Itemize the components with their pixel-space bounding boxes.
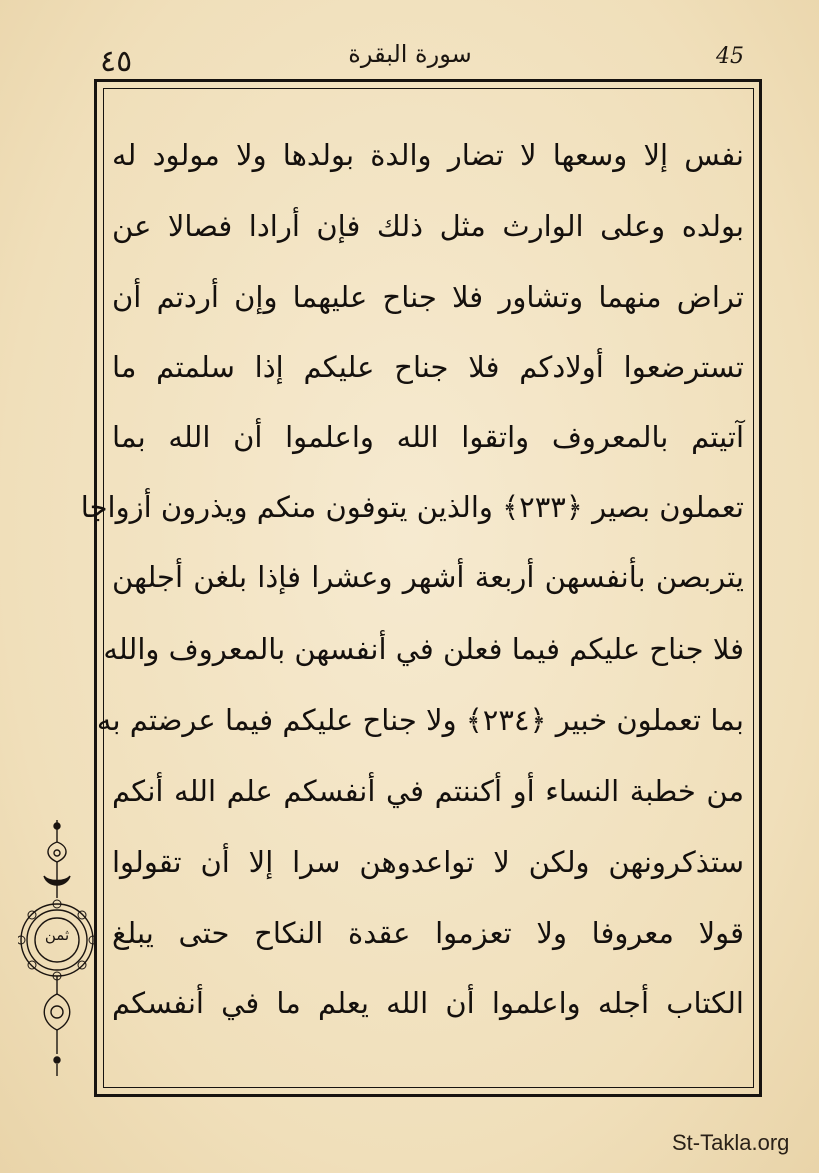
verse-line: يتربصن بأنفسهن أربعة أشهر وعشرا فإذا بلغن أجلهن (112, 560, 744, 594)
verse-line: ستذكرونهن ولكن لا تواعدوهن سرا إلا أن تقولوا (112, 845, 744, 879)
verse-line: بما تعملون خبير ﴿٢٣٤﴾ ولا جناح عليكم فيما عرضتم به (96, 703, 744, 737)
ornament-icon (18, 818, 96, 1078)
verse-line: من خطبة النساء أو أكننتم في أنفسكم علم الله أنكم (112, 774, 744, 808)
page-number-arabic: ٤٥ (100, 44, 133, 79)
quran-text-block (80, 120, 744, 1070)
surah-title: سورة البقرة (348, 40, 472, 68)
verse-line: قولا معروفا ولا تعزموا عقدة النكاح حتى يبلغ (112, 916, 744, 950)
verse-line: فلا جناح عليكم فيما فعلن في أنفسهن بالمعروف والله (103, 632, 744, 666)
verse-line: تعملون بصير ﴿٢٣٣﴾ والذين يتوفون منكم ويذرون أزواجا (80, 490, 744, 524)
hizb-marker-ornament (18, 818, 96, 1078)
verse-line: الكتاب أجله واعلموا أن الله يعلم ما في أنفسكم (112, 986, 744, 1020)
verse-line: تسترضعوا أولادكم فلا جناح عليكم إذا سلمتم ما (112, 350, 744, 384)
verse-line: آتيتم بالمعروف واتقوا الله واعلموا أن الله بما (112, 420, 744, 454)
page-number-latin: 45 (716, 44, 744, 69)
verse-line: نفس إلا وسعها لا تضار والدة بولدها ولا مولود له (112, 138, 744, 172)
verse-line: تراض منهما وتشاور فلا جناح عليهما وإن أردتم أن (112, 280, 744, 314)
watermark: St-Takla.org (672, 1130, 790, 1155)
verse-line: بولده وعلى الوارث مثل ذلك فإن أرادا فصالا عن (112, 209, 744, 243)
hizb-label: ثمن (44, 926, 70, 944)
